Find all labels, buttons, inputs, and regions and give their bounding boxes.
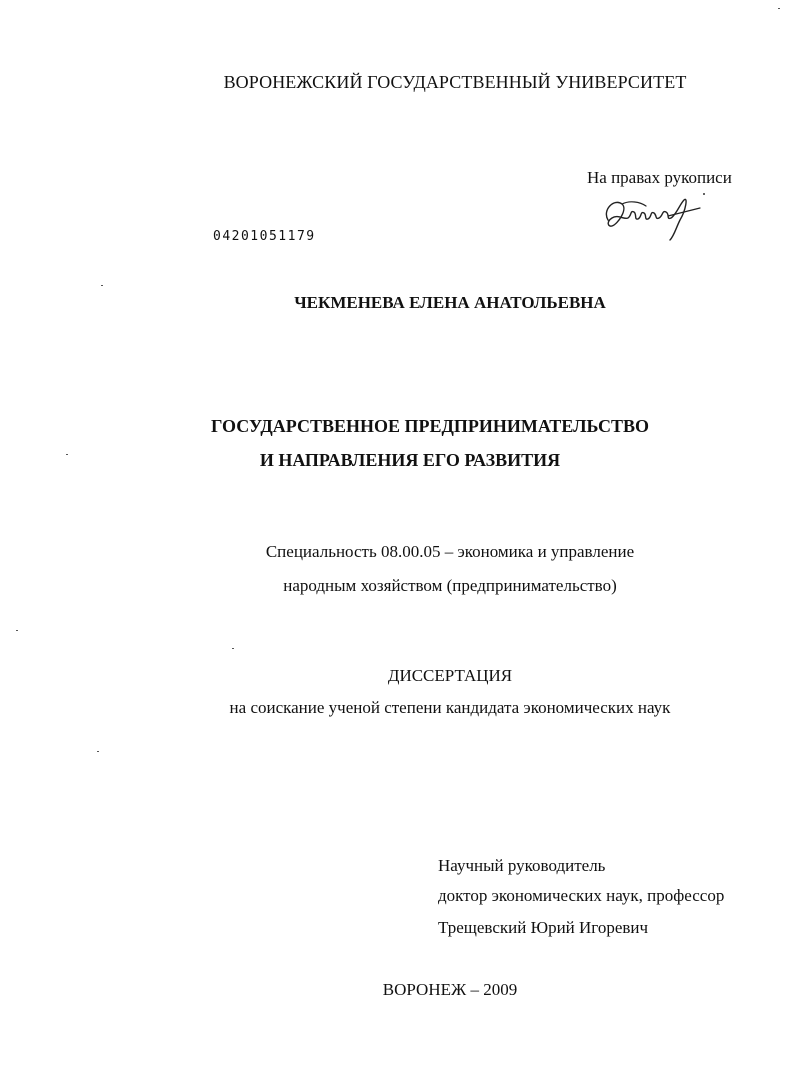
signature-icon xyxy=(600,190,710,242)
author-name: ЧЕКМЕНЕВА ЕЛЕНА АНАТОЛЬЕВНА xyxy=(294,293,606,312)
specialty-line-2: народным хозяйством (предпринимательство) xyxy=(283,576,617,595)
advisor-role: Научный руководитель xyxy=(438,856,606,875)
specialty-line-1: Специальность 08.00.05 – экономика и управление xyxy=(265,542,635,561)
advisor-name: Трещевский Юрий Игоревич xyxy=(438,918,649,937)
document-type: ДИССЕРТАЦИЯ xyxy=(387,666,513,685)
degree-sought: на соискание ученой степени кандидата экономических наук xyxy=(229,698,671,717)
manuscript-rights-note: На правах рукописи xyxy=(587,168,732,187)
thesis-title-line-1: ГОСУДАРСТВЕННОЕ ПРЕДПРИНИМАТЕЛЬСТВО xyxy=(211,416,649,436)
scan-speck xyxy=(66,454,68,455)
thesis-title-line-2: И НАПРАВЛЕНИЯ ЕГО РАЗВИТИЯ xyxy=(259,450,561,470)
scan-speck xyxy=(778,8,780,9)
scan-speck xyxy=(232,648,234,649)
advisor-degree: доктор экономических наук, профессор xyxy=(438,886,725,905)
scan-speck xyxy=(16,630,18,631)
scan-speck xyxy=(97,751,99,752)
scan-speck xyxy=(101,285,103,286)
city-year: ВОРОНЕЖ – 2009 xyxy=(382,980,518,999)
university-name: ВОРОНЕЖСКИЙ ГОСУДАРСТВЕННЫЙ УНИВЕРСИТЕТ xyxy=(223,72,687,92)
catalog-number: 04201051179 xyxy=(213,229,316,244)
